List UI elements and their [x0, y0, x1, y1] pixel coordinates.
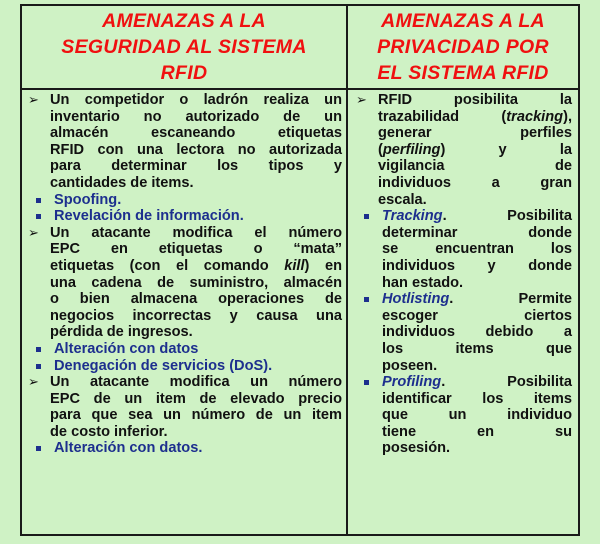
header-left-line: RFID	[160, 62, 208, 84]
text-line: determinar donde	[382, 224, 572, 241]
text-line: cantidades de items.	[50, 174, 194, 191]
header-left-line: SEGURIDAD AL SISTEMA	[61, 36, 307, 58]
sub-item-label: Denegación de servicios (DoS).	[54, 357, 273, 374]
text-line: han estado.	[382, 274, 464, 291]
text-line: RFID con una lectora no autorizada	[50, 141, 342, 158]
square-bullet-icon	[36, 198, 41, 203]
header-right-line: AMENAZAS A LA	[381, 10, 545, 32]
sub-item	[352, 208, 572, 291]
table-header-row	[22, 6, 578, 90]
text-part: . Posibilita	[442, 208, 572, 225]
text-line: EPC en etiquetas o “mata”	[50, 241, 342, 258]
text-line: posesión.	[382, 440, 451, 457]
list-item	[24, 374, 342, 440]
text-line: para que sea un número de un item	[50, 407, 342, 424]
square-bullet-icon	[36, 446, 41, 451]
keyword: tracking	[506, 108, 564, 125]
text-part: (	[378, 141, 383, 158]
text-line: escoger ciertos	[382, 307, 572, 324]
text-line: vigilancia de	[378, 158, 572, 175]
text-line: negocios incorrectas y causa una	[50, 307, 342, 324]
square-bullet-icon	[364, 214, 369, 219]
header-right-line: PRIVACIDAD POR	[377, 36, 549, 58]
arrow-bullet-icon: ➢	[28, 374, 39, 390]
text-line	[378, 142, 572, 159]
text-part: . Posibilita	[441, 374, 572, 391]
text-line: pérdida de ingresos.	[50, 324, 193, 341]
square-bullet-icon	[364, 297, 369, 302]
text-line	[50, 258, 342, 275]
square-bullet-icon	[36, 364, 41, 369]
column-divider	[346, 88, 348, 534]
header-right-line: EL SISTEMA RFID	[377, 62, 549, 84]
text-line: generar perfiles	[378, 125, 572, 142]
text-line: Un atacante modifica un número	[50, 374, 342, 391]
text-line: identificar los items	[382, 390, 572, 407]
text-line	[382, 291, 572, 308]
text-line: almacén escaneando etiquetas	[50, 125, 342, 142]
text-line	[378, 109, 572, 126]
sub-item	[352, 291, 572, 374]
text-part: . Permite	[449, 291, 572, 308]
privacy-threats-column	[352, 92, 572, 457]
text-line: inventario no autorizado de un	[50, 108, 342, 125]
text-line	[382, 208, 572, 225]
text-part: ),	[563, 108, 572, 125]
text-part: trazabilidad (	[378, 108, 507, 125]
text-line: tiene en su	[382, 423, 572, 440]
sub-item	[24, 358, 342, 375]
header-security-threats	[22, 6, 348, 88]
security-threats-column	[24, 92, 342, 457]
keyword: Profiling	[382, 374, 442, 391]
text-line: para determinar los tipos y	[50, 158, 342, 175]
sub-item-label: Alteración con datos	[54, 340, 199, 357]
square-bullet-icon	[36, 214, 41, 219]
sub-item-label: Spoofing.	[54, 191, 122, 208]
text-line: individuos a gran	[378, 174, 572, 191]
arrow-bullet-icon: ➢	[28, 224, 39, 240]
arrow-bullet-icon: ➢	[28, 92, 39, 107]
sub-item-label: Revelación de información.	[54, 208, 244, 225]
keyword: Hotlisting	[382, 291, 450, 308]
square-bullet-icon	[364, 380, 369, 385]
text-line: Un atacante modifica el número	[50, 224, 342, 241]
text-line: EPC de un item de elevado precio	[50, 390, 342, 407]
text-part: etiquetas (con el comando	[50, 257, 285, 274]
text-line: de costo inferior.	[50, 423, 168, 440]
keyword: kill	[284, 257, 305, 274]
text-line: individuos y donde	[382, 257, 572, 274]
sub-item-label: Alteración con datos.	[54, 440, 203, 457]
header-privacy-threats	[348, 6, 578, 88]
sub-item	[24, 208, 342, 225]
arrow-bullet-icon: ➢	[356, 92, 367, 107]
text-part: ) y la	[440, 141, 572, 158]
keyword: Tracking	[382, 208, 443, 225]
square-bullet-icon	[36, 347, 41, 352]
text-line: RFID posibilita la	[378, 92, 572, 108]
keyword: perfiling	[382, 141, 441, 158]
list-item	[24, 225, 342, 341]
text-line: individuos debido a	[382, 324, 572, 341]
text-line: poseen.	[382, 357, 438, 374]
header-left-line: AMENAZAS A LA	[102, 10, 266, 32]
text-line: una cadena de suministro, almacén	[50, 274, 342, 291]
text-line: que un individuo	[382, 407, 572, 424]
sub-item	[24, 192, 342, 209]
sub-item	[352, 374, 572, 457]
text-line: los items que	[382, 340, 572, 357]
text-line	[382, 374, 572, 391]
text-line: o bien almacena operaciones de	[50, 291, 342, 308]
sub-item	[24, 440, 342, 457]
threats-table	[20, 4, 580, 536]
text-part: ) en	[304, 257, 342, 274]
list-item	[24, 92, 342, 192]
list-item	[352, 92, 572, 208]
text-line: Un competidor o ladrón realiza un	[50, 92, 342, 108]
text-line: se encuentran los	[382, 241, 572, 258]
text-line: escala.	[378, 191, 427, 208]
sub-item	[24, 341, 342, 358]
